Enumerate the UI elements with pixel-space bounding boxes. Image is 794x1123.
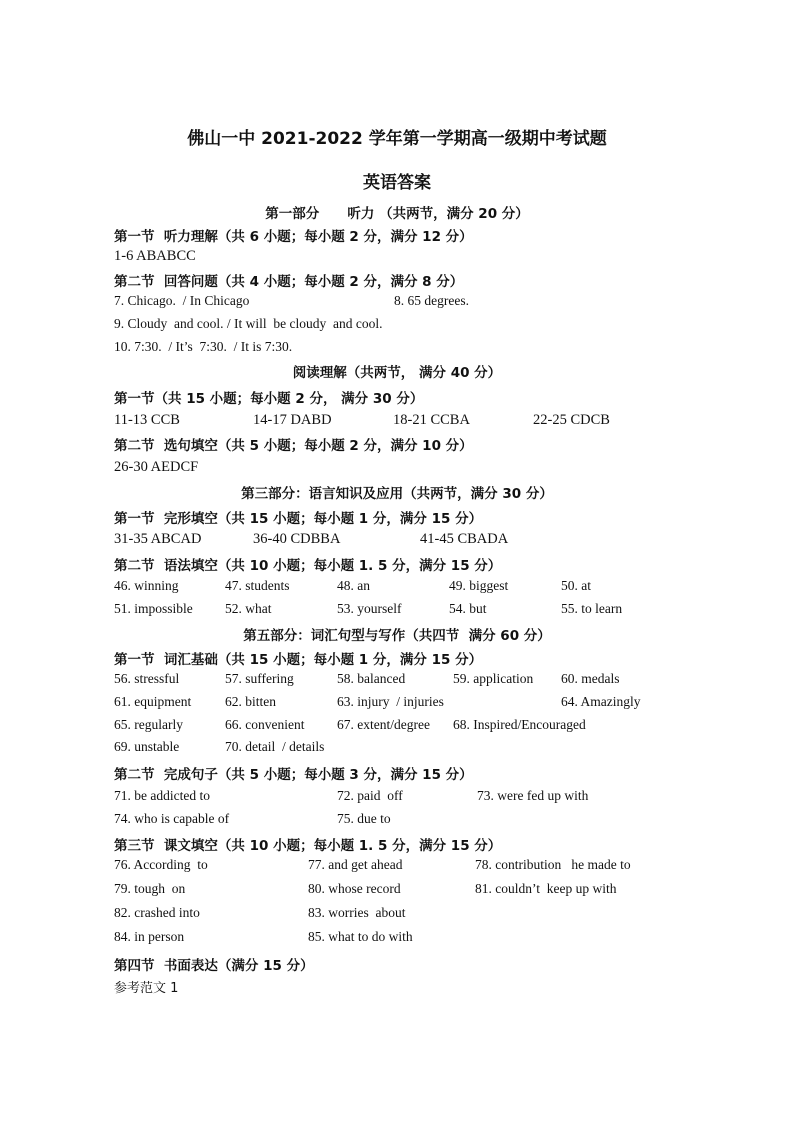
answer-9: 9. Cloudy and cool. / It will be cloudy and cool. — [114, 316, 383, 331]
answer-14-17: 14-17 DABD — [253, 412, 332, 428]
answer-50: 50. at — [561, 578, 591, 593]
answer-41-45: 41-45 CBADA — [420, 531, 509, 547]
answer-72: 72. paid off — [337, 788, 403, 803]
answer-48: 48. an — [337, 578, 370, 593]
part5-sec1-heading: 第一节 词汇基础（共 15 小题；每小题 1 分，满分 15 分） — [114, 652, 483, 668]
answer-66: 66. convenient — [225, 717, 305, 732]
answer-82: 82. crashed into — [114, 905, 200, 920]
answer-68: 68. Inspired/Encouraged — [453, 717, 586, 732]
answer-11-13: 11-13 CCB — [114, 412, 180, 428]
part1-sec1-heading: 第一节 听力理解（共 6 小题；每小题 2 分，满分 12 分） — [114, 229, 473, 245]
answer-79: 79. tough on — [114, 881, 186, 896]
answer-57: 57. suffering — [225, 671, 294, 686]
part3-heading: 第三部分：语言知识及应用（共两节，满分 30 分） — [241, 486, 553, 502]
document-subtitle: 英语答案 — [363, 173, 431, 193]
answer-1-6: 1-6 ABABCC — [114, 248, 196, 264]
answer-76: 76. According to — [114, 857, 208, 872]
answer-62: 62. bitten — [225, 694, 276, 709]
answer-61: 61. equipment — [114, 694, 192, 709]
answer-77: 77. and get ahead — [308, 857, 403, 872]
answer-46: 46. winning — [114, 578, 179, 593]
answer-81: 81. couldn’t keep up with — [475, 881, 617, 896]
answer-75: 75. due to — [337, 811, 391, 826]
answer-52: 52. what — [225, 601, 272, 616]
answer-80: 80. whose record — [308, 881, 401, 896]
answer-22-25: 22-25 CDCB — [533, 412, 610, 428]
answer-60: 60. medals — [561, 671, 620, 686]
answer-18-21: 18-21 CCBA — [393, 412, 470, 428]
part3-sec1-heading: 第一节 完形填空（共 15 小题；每小题 1 分，满分 15 分） — [114, 511, 483, 527]
answer-47: 47. students — [225, 578, 290, 593]
answer-54: 54. but — [449, 601, 487, 616]
part3-sec2-heading: 第二节 语法填空（共 10 小题；每小题 1. 5 分，满分 15 分） — [114, 558, 502, 574]
answer-7: 7. Chicago. / In Chicago — [114, 293, 250, 308]
answer-83: 83. worries about — [308, 905, 406, 920]
part5-sec2-heading: 第二节 完成句子（共 5 小题；每小题 3 分，满分 15 分） — [114, 767, 473, 783]
answer-73: 73. were fed up with — [477, 788, 589, 803]
answer-31-35: 31-35 ABCAD — [114, 531, 202, 547]
answer-58: 58. balanced — [337, 671, 406, 686]
answer-36-40: 36-40 CDBBA — [253, 531, 341, 547]
part1-sec2-heading: 第二节 回答问题（共 4 小题；每小题 2 分，满分 8 分） — [114, 274, 464, 290]
answer-64: 64. Amazingly — [561, 694, 641, 709]
answer-67: 67. extent/degree — [337, 717, 430, 732]
answer-65: 65. regularly — [114, 717, 183, 732]
answer-69: 69. unstable — [114, 739, 180, 754]
answer-59: 59. application — [453, 671, 534, 686]
answer-8: 8. 65 degrees. — [394, 293, 469, 308]
part5-sec3-heading: 第三节 课文填空（共 10 小题；每小题 1. 5 分，满分 15 分） — [114, 838, 502, 854]
part2-heading: 阅读理解（共两节， 满分 40 分） — [292, 365, 502, 381]
part2-sec2-heading: 第二节 选句填空（共 5 小题；每小题 2 分，满分 10 分） — [114, 438, 473, 454]
part5-sec4-heading: 第四节 书面表达（满分 15 分） — [114, 958, 314, 974]
answer-49: 49. biggest — [449, 578, 509, 593]
answer-26-30: 26-30 AEDCF — [114, 459, 199, 475]
answer-56: 56. stressful — [114, 671, 180, 686]
answer-63: 63. injury / injuries — [337, 694, 444, 709]
part5-heading: 第五部分：词汇句型与写作（共四节 满分 60 分） — [243, 628, 551, 644]
answer-71: 71. be addicted to — [114, 788, 210, 803]
answer-53: 53. yourself — [337, 601, 402, 616]
answer-55: 55. to learn — [561, 601, 623, 616]
part2-sec1-heading: 第一节（共 15 小题；每小题 2 分， 满分 30 分） — [114, 391, 424, 407]
answer-51: 51. impossible — [114, 601, 193, 616]
sample-essay-label: 参考范文 1 — [114, 981, 179, 996]
answer-84: 84. in person — [114, 929, 185, 944]
answer-78: 78. contribution he made to — [475, 857, 631, 872]
answer-85: 85. what to do with — [308, 929, 413, 944]
answer-70: 70. detail / details — [225, 739, 325, 754]
part1-heading: 第一部分 听力 （共两节，满分 20 分） — [265, 206, 529, 222]
document-title: 佛山一中 2021-2022 学年第一学期高一级期中考试题 — [187, 129, 607, 149]
answer-74: 74. who is capable of — [114, 811, 230, 826]
answer-10: 10. 7:30. / It’s 7:30. / It is 7:30. — [114, 339, 293, 354]
